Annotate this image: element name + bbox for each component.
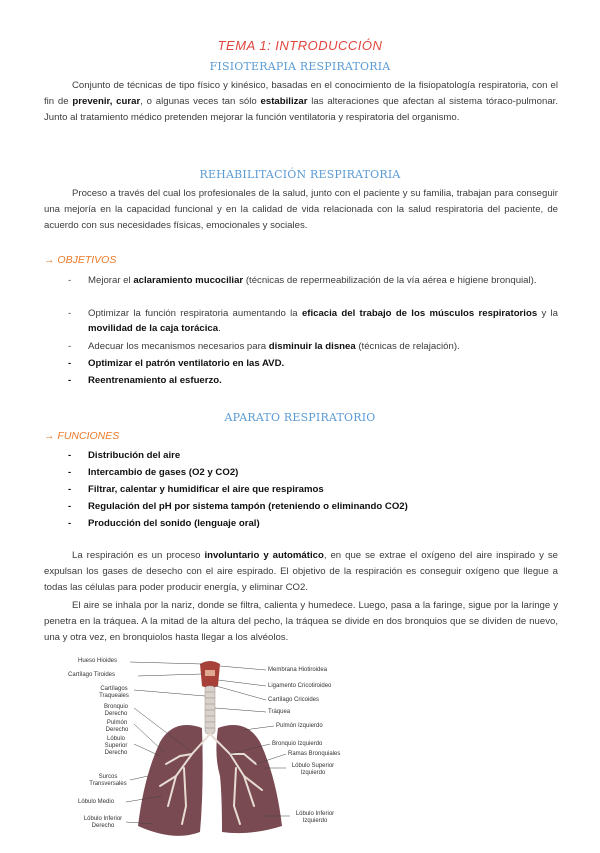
paragraph-respiracion: La respiración es un proceso involuntario y automático, en que se extrae el oxígeno del aire inspirado y se expulsan los gases de desecho con el aire espirado. El objetivo de la respiración es conseguir oxígeno que llegue a todas las células para poder producir energía, y eliminar CO2. <box>44 550 558 593</box>
list-item: - Mejorar el aclaramiento mucociliar (técnicas de repermeabilización de la vía aérea e higiene bronquial). <box>68 275 537 286</box>
paragraph-fisioterapia: Conjunto de técnicas de tipo físico y kinésico, basadas en el conocimiento de la fisiopatología respiratoria, con el fin de prevenir, curar, o algunas veces tan sólo estabilizar las alteraciones que afectan al sistema tóraco-pulmonar. Junto al tratamiento médico pretenden mejorar la función ventilatoria y respiratoria del organismo. <box>44 80 558 123</box>
label-right-bronchus: Bronquio Derecho <box>103 704 129 717</box>
label-middle-lobe: Lóbulo Medio <box>78 799 115 805</box>
label-trachea: Tráquea <box>268 709 291 715</box>
respiratory-system-figure <box>64 656 364 848</box>
list-item: - Regulación del pH por sistema tampón (reteniendo o eliminando CO2) <box>68 501 408 512</box>
list-item: - Optimizar la función respiratoria aumentando la eficacia del trabajo de los músculos respiratorios y la movilidad de la caja torácica. <box>68 308 558 334</box>
label-thyroid-cartilage: Cartílago Tiroides <box>68 672 116 678</box>
heading-fisioterapia: FISIOTERAPIA RESPIRATORIA <box>209 60 391 73</box>
section-objetivos: → OBJETIVOS <box>44 254 117 266</box>
label-hyoid: Hueso Hioides <box>78 658 118 664</box>
thyroid-shape <box>205 670 215 676</box>
heading-aparato: APARATO RESPIRATORIO <box>224 411 376 424</box>
list-item: - Distribución del aire <box>68 450 181 461</box>
paragraph-rehabilitacion: Proceso a través del cual los profesionales de la salud, junto con el paciente y su familia, trabajan para conseguir una mejoría en la capacidad funcional y en la calidad de vida relacionada con la salud respiratoria del paciente, de acuerdo con sus necesidades físicas, emocionales y sociales. <box>44 188 558 231</box>
label-bronchial-branches: Ramas Bronquiales <box>288 751 341 757</box>
list-item: - Intercambio de gases (O2 y CO2) <box>68 467 239 478</box>
label-tracheal-cartilages: Cartílagos Traqueales <box>99 686 129 699</box>
list-item: - Optimizar el patrón ventilatorio en las AVD. <box>68 358 285 369</box>
label-cricothyroid-ligament: Ligamento Cricotiroideo <box>268 683 332 689</box>
label-right-upper-lobe: Lóbulo Superior Derecho <box>104 736 128 756</box>
label-left-bronchus: Bronquio Izquierdo <box>272 741 323 747</box>
section-funciones: → FUNCIONES <box>44 430 120 442</box>
label-transverse-fissures: Surcos Transversales <box>89 774 127 787</box>
list-item: - Producción del sonido (lenguaje oral) <box>68 518 260 529</box>
page-title: TEMA 1: INTRODUCCIÓN <box>217 38 383 53</box>
label-cricoid-cartilage: Cartílago Cricoides <box>268 697 320 703</box>
list-item: - Filtrar, calentar y humidificar el aire que respiramos <box>68 484 324 495</box>
label-thyrohyoid-membrane: Membrana Hiotiroidea <box>268 667 328 673</box>
label-right-lung: Pulmón Derecho <box>105 720 129 733</box>
list-item: - Adecuar los mecanismos necesarios para disminuir la disnea (técnicas de relajación). <box>68 341 460 352</box>
label-left-lung: Pulmón Izquierdo <box>276 723 323 729</box>
label-right-lower-lobe: Lóbulo Inferior Derecho <box>83 816 123 829</box>
paragraph-recorrido-aire: El aire se inhala por la nariz, donde se filtra, calienta y humedece. Luego, pasa a la faringe, sigue por la laringe y penetra en la tráquea. A la mitad de la altura del pecho, la tráquea se divide en dos bronquios que se dividen de nuevo, una y otra vez, en bronquiolos hasta llegar a los alvéolos. <box>44 600 558 643</box>
label-left-lower-lobe: Lóbulo Inferior Izquierdo <box>295 811 335 824</box>
label-left-upper-lobe: Lóbulo Superior Izquierdo <box>291 763 335 776</box>
heading-rehabilitacion: REHABILITACIÓN RESPIRATORIA <box>199 168 401 181</box>
list-item: - Reentrenamiento al esfuerzo. <box>68 375 222 386</box>
